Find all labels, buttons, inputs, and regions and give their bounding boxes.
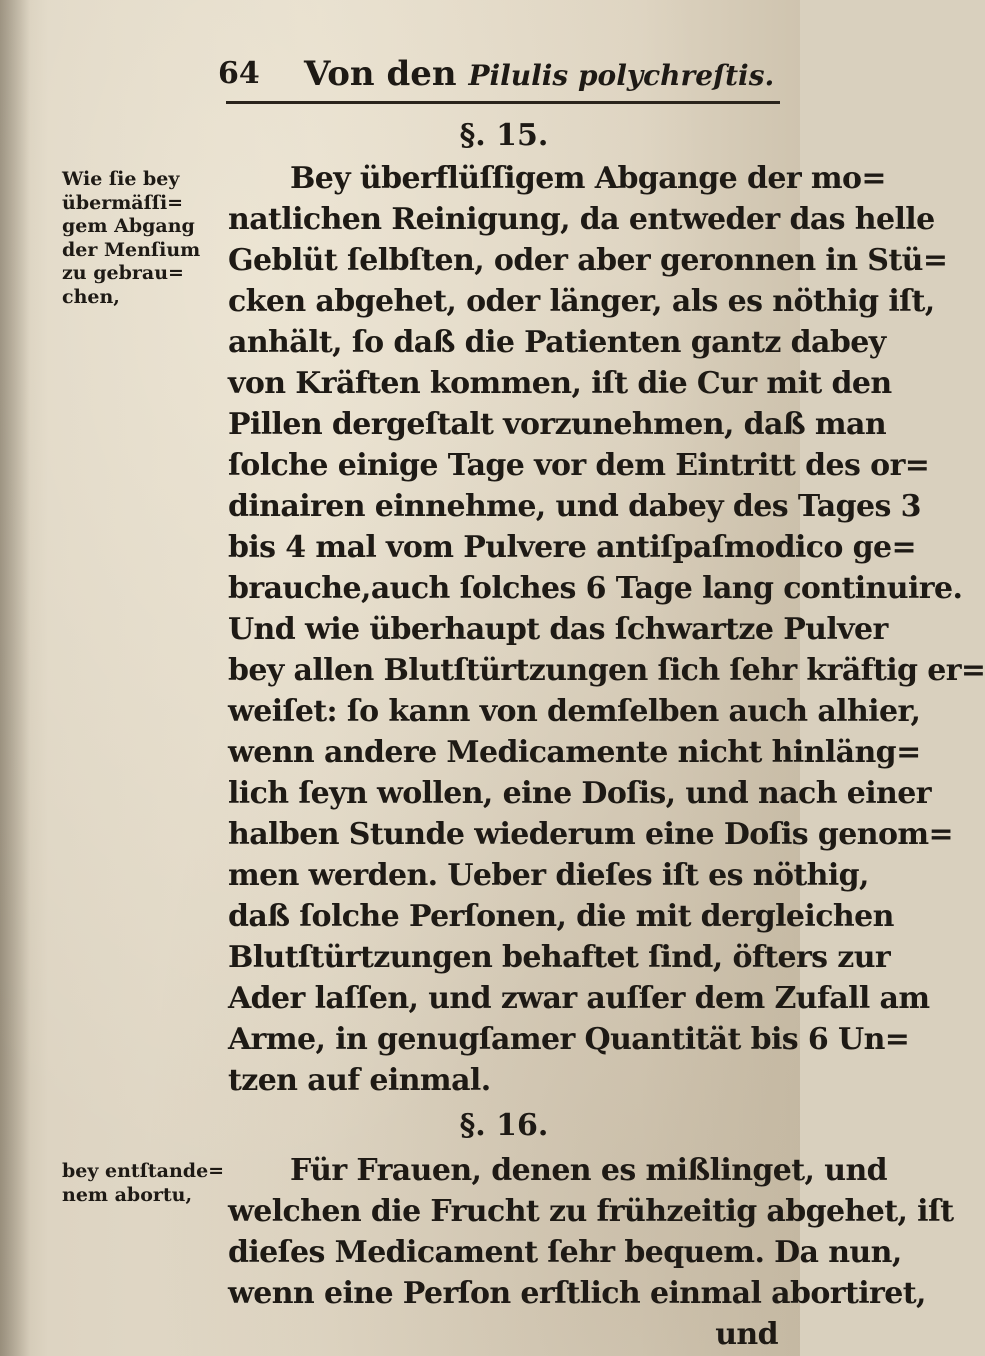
- page-number: 64: [218, 56, 260, 91]
- text-line: ſolche einige Tage vor dem Eintritt des or=: [228, 448, 930, 483]
- margin-note-line: Wie ſie bey: [62, 168, 180, 190]
- margin-note-line: der Menſium: [62, 238, 201, 261]
- section-title-15: §. 15.: [459, 118, 549, 153]
- text-line: bey allen Blutſtürtzungen ſich ſehr kräftig er=: [228, 653, 985, 688]
- margin-note-section-16: [62, 1160, 225, 1207]
- margin-note-section-15: [62, 168, 222, 309]
- text-line: halben Stunde wiederum eine Doſis genom=: [228, 817, 954, 852]
- text-line: natlichen Reinigung, da entweder das helle: [228, 202, 935, 237]
- margin-note-line: nem abortu,: [62, 1183, 193, 1206]
- margin-note-line: bey entſtande=: [62, 1160, 225, 1182]
- running-head: [304, 54, 774, 94]
- margin-note-line: zu gebrau=: [62, 262, 184, 284]
- running-head-prefix: Von den: [304, 54, 457, 94]
- catchword: und: [715, 1317, 778, 1352]
- text-line: daß ſolche Perſonen, die mit dergleichen: [228, 899, 894, 934]
- text-line: von Kräften kommen, iſt die Cur mit den: [228, 366, 892, 401]
- page-gutter-shadow: [0, 0, 30, 1356]
- text-line: dieſes Medicament ſehr bequem. Da nun,: [228, 1235, 902, 1270]
- margin-note-line: gem Abgang: [62, 215, 195, 237]
- text-line: anhält, ſo daß die Patienten gantz dabey: [228, 325, 886, 360]
- text-line: Pillen dergeſtalt vorzunehmen, daß man: [228, 407, 887, 442]
- text-line: cken abgehet, oder länger, als es nöthig iſt,: [228, 284, 935, 319]
- text-line: Und wie überhaupt das ſchwartze Pulver: [228, 612, 888, 647]
- section-title-16: §. 16.: [459, 1108, 549, 1143]
- text-line: wenn andere Medicamente nicht hinläng=: [228, 735, 921, 770]
- text-line: weiſet: ſo kann von demſelben auch alhier,: [228, 694, 921, 729]
- text-line: Für Frauen, denen es mißlinget, und: [290, 1153, 888, 1188]
- text-line: men werden. Ueber dieſes iſt es nöthig,: [228, 858, 869, 893]
- text-line: wenn eine Perſon erſtlich einmal abortiret,: [228, 1276, 926, 1311]
- text-line: bis 4 mal vom Pulvere antiſpaſmodico ge=: [228, 530, 917, 565]
- body-text-section-15: [228, 158, 985, 1101]
- text-line: Ader laſſen, und zwar auſſer dem Zufall am: [228, 981, 930, 1016]
- running-head-latin: Pilulis polychreſtis.: [468, 59, 775, 92]
- text-line: Blutſtürtzungen behaftet ſind, öfters zur: [228, 940, 891, 975]
- header-rule: [226, 101, 780, 104]
- margin-note-line: übermäſſi=: [62, 191, 184, 214]
- page-header: [218, 50, 778, 100]
- text-line: lich ſeyn wollen, eine Doſis, und nach einer: [228, 776, 931, 811]
- text-line: brauche,auch ſolches 6 Tage lang continuire.: [228, 571, 963, 606]
- text-line: Bey überflüſſigem Abgange der mo=: [290, 161, 886, 196]
- body-text-section-16: [228, 1150, 954, 1355]
- text-line: dinairen einnehme, und dabey des Tages 3: [228, 489, 921, 524]
- text-line: welchen die Frucht zu frühzeitig abgehet, iſt: [228, 1194, 954, 1229]
- margin-note-line: chen,: [62, 285, 120, 308]
- text-line: tzen auf einmal.: [228, 1063, 491, 1098]
- text-line: Geblüt ſelbſten, oder aber geronnen in Stü=: [228, 243, 948, 278]
- text-line: Arme, in genugſamer Quantität bis 6 Un=: [228, 1022, 910, 1057]
